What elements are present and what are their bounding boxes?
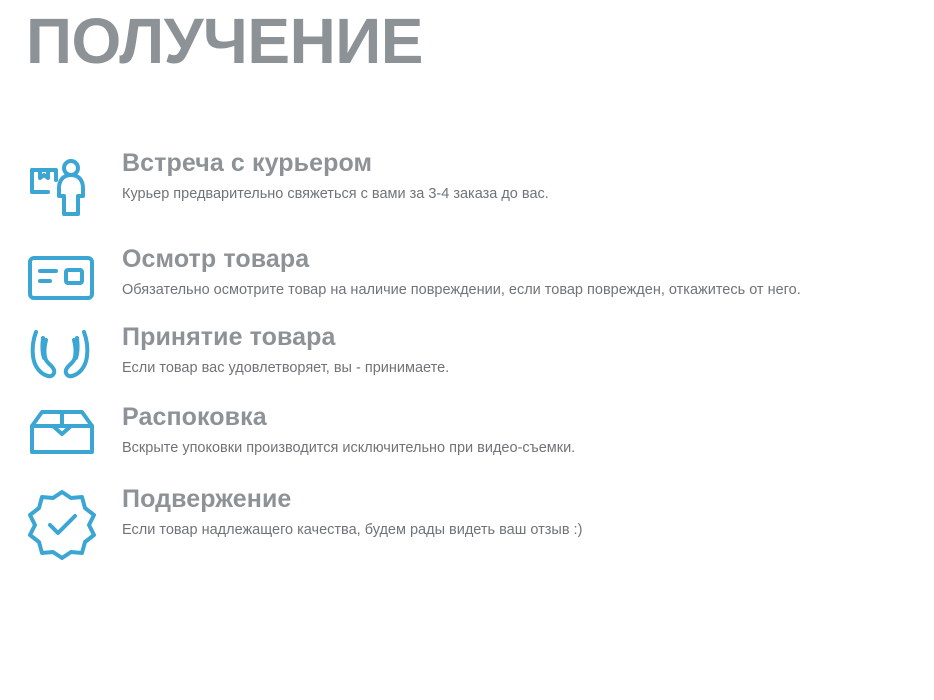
open-box-icon (26, 402, 122, 462)
list-item (0, 322, 934, 384)
package-inspection-icon (26, 244, 122, 308)
check-badge-icon (26, 484, 122, 560)
list-item-text (122, 484, 908, 541)
list-item-text (122, 244, 908, 301)
steps-list (0, 148, 934, 560)
courier-meeting-icon (26, 148, 122, 224)
list-item-description: Если товар надлежащего качества, будем рады видеть ваш отзыв :) (122, 522, 583, 538)
page-title: ПОЛУЧЕНИЕ (26, 5, 423, 77)
list-item-text (122, 148, 908, 205)
list-item (0, 402, 934, 462)
list-item-description: Вскрыте упоковки производится исключительно при видео-съемки. (122, 440, 576, 456)
list-item (0, 244, 934, 308)
list-item-title: Подвержение (122, 485, 292, 513)
list-item-description: Курьер предварительно свяжеться с вами за 3-4 заказа до вас. (122, 186, 549, 202)
list-item-title: Распоковка (122, 403, 267, 431)
list-item (0, 484, 934, 560)
list-item-text (122, 402, 908, 459)
hands-accept-icon (26, 322, 122, 384)
list-item-title: Встреча с курьером (122, 149, 373, 177)
list-item-text (122, 322, 908, 379)
list-item-title: Осмотр товара (122, 245, 310, 273)
list-item-description: Обязательно осмотрите товар на наличие повреждении, если товар поврежден, откажитесь от него. (122, 282, 801, 298)
list-item-description: Если товар вас удовлетворяет, вы - принимаете. (122, 360, 450, 376)
list-item-title: Принятие товара (122, 323, 336, 351)
list-item (0, 148, 934, 224)
